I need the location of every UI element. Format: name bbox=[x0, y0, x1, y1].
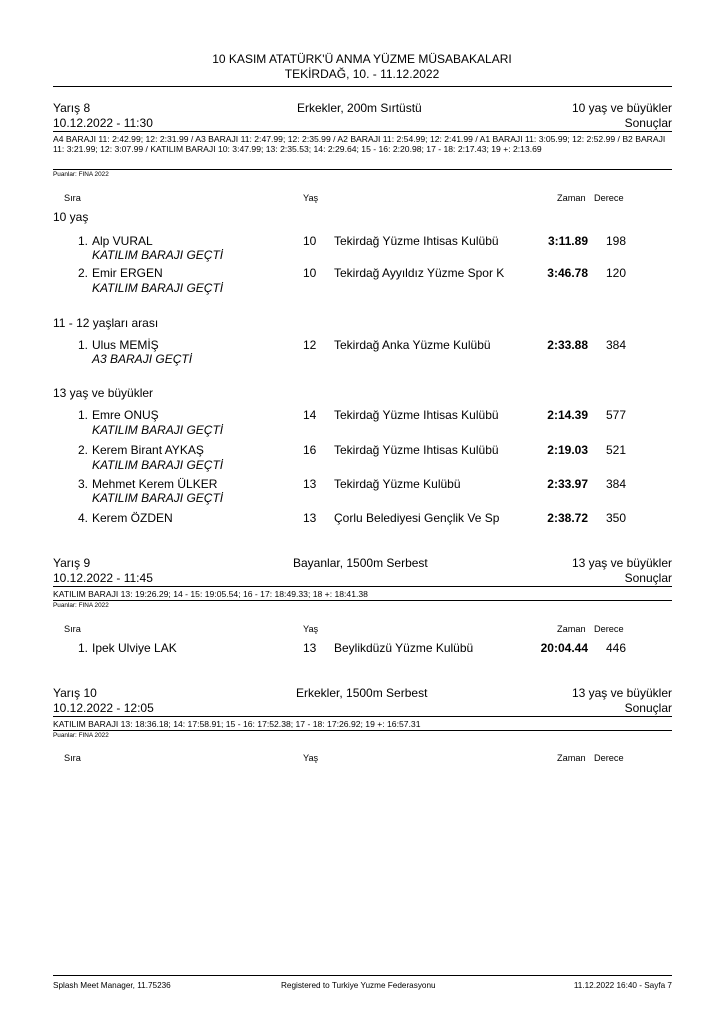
fina-points: 384 bbox=[606, 477, 627, 491]
age-group-label: 10 yaş bbox=[53, 210, 89, 224]
col-time: Zaman bbox=[557, 624, 586, 634]
race-age-class: 13 yaş ve büyükler bbox=[571, 556, 672, 570]
result-rank: 1. bbox=[77, 234, 88, 248]
result-rank: 2. bbox=[77, 443, 88, 457]
col-points: Derece bbox=[594, 753, 624, 763]
race-number: Yarış 10 bbox=[53, 686, 97, 700]
race-datetime: 10.12.2022 - 11:30 bbox=[53, 116, 153, 130]
club-name: Tekirdağ Yüzme Ihtisas Kulübü bbox=[334, 408, 499, 422]
qualification-note: A3 BARAJI GEÇTİ bbox=[92, 352, 193, 366]
swim-time: 2:14.39 bbox=[547, 408, 588, 422]
swimmer-age: 16 bbox=[303, 443, 317, 457]
swimmer-name: Ipek Ulviye LAK bbox=[92, 641, 177, 655]
results-label: Sonuçlar bbox=[624, 116, 672, 130]
swimmer-name: Emre ONUŞ bbox=[92, 408, 159, 422]
col-rank: Sıra bbox=[64, 753, 81, 763]
swimmer-age: 10 bbox=[303, 234, 317, 248]
swimmer-age: 10 bbox=[303, 266, 317, 280]
qualifying-standards: A4 BARAJI 11: 2:42.99; 12: 2:31.99 / A3 BARAJI 11: 2:47.99; 12: 2:35.99 / A2 BARAJI 11: 2:54.99; 12: 2:41.99 / A1 BARAJI 11: 3:05.99; 12: 2:52.99 / B2 BARAJI 11: 3:21.99; 12: 3:07.99 / KATILIM BARAJI 10: 3:47.99; 13: 2:35.53; 14: 2:29.64; 15 - 16: 2:20.98; 17 - 18: 2:17.43; 19 +: 2:13.69 bbox=[53, 134, 666, 154]
race-name: Erkekler, 200m Sırtüstü bbox=[297, 101, 422, 115]
race-name: Erkekler, 1500m Serbest bbox=[296, 686, 428, 700]
swim-time: 20:04.44 bbox=[540, 641, 588, 655]
club-name: Tekirdağ Yüzme Ihtisas Kulübü bbox=[334, 443, 499, 457]
swim-time: 2:33.97 bbox=[547, 477, 588, 491]
points-scale: Puanlar: FINA 2022 bbox=[53, 732, 109, 739]
footer-registered: Registered to Turkiye Yuzme Federasyonu bbox=[281, 981, 436, 990]
fina-points: 198 bbox=[606, 234, 627, 248]
col-rank: Sıra bbox=[64, 193, 81, 203]
age-group-label: 11 - 12 yaşları arası bbox=[53, 316, 159, 330]
result-rank: 2. bbox=[77, 266, 88, 280]
result-rank: 1. bbox=[77, 408, 88, 422]
qualifying-rule bbox=[53, 169, 672, 170]
points-scale: Puanlar: FINA 2022 bbox=[53, 602, 109, 609]
fina-points: 350 bbox=[606, 511, 627, 525]
swim-time: 2:33.88 bbox=[547, 338, 588, 352]
footer-page: 11.12.2022 16:40 - Sayfa 7 bbox=[573, 981, 672, 990]
swim-time: 2:38.72 bbox=[547, 511, 588, 525]
document-subtitle: TEKİRDAĞ, 10. - 11.12.2022 bbox=[284, 67, 440, 81]
club-name: Tekirdağ Yüzme Kulübü bbox=[334, 477, 461, 491]
result-rank: 3. bbox=[77, 477, 88, 491]
race-age-class: 10 yaş ve büyükler bbox=[571, 101, 672, 115]
col-time: Zaman bbox=[557, 193, 586, 203]
fina-points: 120 bbox=[606, 266, 627, 280]
qualifying-standards: KATILIM BARAJI 13: 19:26.29; 14 - 15: 19:05.54; 16 - 17: 18:49.33; 18 +: 18:41.38 bbox=[53, 589, 368, 599]
footer-software: Splash Meet Manager, 11.75236 bbox=[53, 981, 171, 990]
swimmer-name: Mehmet Kerem ÜLKER bbox=[92, 477, 218, 491]
swimmer-name: Ulus MEMİŞ bbox=[92, 338, 159, 352]
club-name: Tekirdağ Yüzme Ihtisas Kulübü bbox=[334, 234, 499, 248]
race-rule bbox=[53, 586, 672, 587]
qualification-note: KATILIM BARAJI GEÇTİ bbox=[92, 423, 224, 437]
swimmer-name: Alp VURAL bbox=[92, 234, 153, 248]
result-rank: 1. bbox=[77, 338, 88, 352]
swim-time: 2:19.03 bbox=[547, 443, 588, 457]
qualification-note: KATILIM BARAJI GEÇTİ bbox=[92, 248, 224, 262]
swimmer-name: Emir ERGEN bbox=[92, 266, 163, 280]
swimmer-age: 13 bbox=[303, 511, 317, 525]
header-rule bbox=[53, 86, 672, 87]
race-rule bbox=[53, 716, 672, 717]
race-name: Bayanlar, 1500m Serbest bbox=[293, 556, 428, 570]
col-points: Derece bbox=[594, 193, 624, 203]
swimmer-age: 13 bbox=[303, 477, 317, 491]
col-age: Yaş bbox=[303, 193, 319, 203]
club-name: Tekirdağ Ayyıldız Yüzme Spor K bbox=[334, 266, 505, 280]
fina-points: 577 bbox=[606, 408, 627, 422]
swimmer-name: Kerem Birant AYKAŞ bbox=[92, 443, 204, 457]
qualification-note: KATILIM BARAJI GEÇTİ bbox=[92, 281, 224, 295]
club-name: Çorlu Belediyesi Gençlik Ve Sp bbox=[334, 511, 500, 525]
result-rank: 4. bbox=[77, 511, 88, 525]
race-number: Yarış 8 bbox=[53, 101, 91, 115]
swimmer-age: 14 bbox=[303, 408, 317, 422]
swimmer-age: 12 bbox=[303, 338, 317, 352]
qualification-note: KATILIM BARAJI GEÇTİ bbox=[92, 458, 224, 472]
col-rank: Sıra bbox=[64, 624, 81, 634]
club-name: Tekirdağ Anka Yüzme Kulübü bbox=[334, 338, 491, 352]
race-rule bbox=[53, 131, 672, 132]
qualifying-rule bbox=[53, 730, 672, 731]
race-age-class: 13 yaş ve büyükler bbox=[571, 686, 672, 700]
points-scale: Puanlar: FINA 2022 bbox=[53, 171, 109, 178]
qualification-note: KATILIM BARAJI GEÇTİ bbox=[92, 491, 224, 505]
swimmer-name: Kerem ÖZDEN bbox=[92, 511, 173, 525]
fina-points: 446 bbox=[606, 641, 627, 655]
result-rank: 1. bbox=[77, 641, 88, 655]
race-number: Yarış 9 bbox=[53, 556, 91, 570]
swim-time: 3:46.78 bbox=[547, 266, 588, 280]
qualifying-rule bbox=[53, 600, 672, 601]
qualifying-standards: KATILIM BARAJI 13: 18:36.18; 14: 17:58.91; 15 - 16: 17:52.38; 17 - 18: 17:26.92; 19 +: 16:57.31 bbox=[53, 719, 421, 729]
col-age: Yaş bbox=[303, 624, 319, 634]
fina-points: 521 bbox=[606, 443, 627, 457]
col-time: Zaman bbox=[557, 753, 586, 763]
swim-time: 3:11.89 bbox=[547, 234, 588, 248]
race-datetime: 10.12.2022 - 11:45 bbox=[53, 571, 153, 585]
footer-rule bbox=[53, 975, 672, 976]
col-age: Yaş bbox=[303, 753, 319, 763]
col-points: Derece bbox=[594, 624, 624, 634]
results-label: Sonuçlar bbox=[624, 571, 672, 585]
document-title: 10 KASIM ATATÜRK'Ü ANMA YÜZME MÜSABAKALARI bbox=[212, 52, 512, 66]
club-name: Beylikdüzü Yüzme Kulübü bbox=[334, 641, 474, 655]
age-group-label: 13 yaş ve büyükler bbox=[53, 386, 154, 400]
swimmer-age: 13 bbox=[303, 641, 317, 655]
results-label: Sonuçlar bbox=[624, 701, 672, 715]
race-datetime: 10.12.2022 - 12:05 bbox=[53, 701, 154, 715]
fina-points: 384 bbox=[606, 338, 627, 352]
